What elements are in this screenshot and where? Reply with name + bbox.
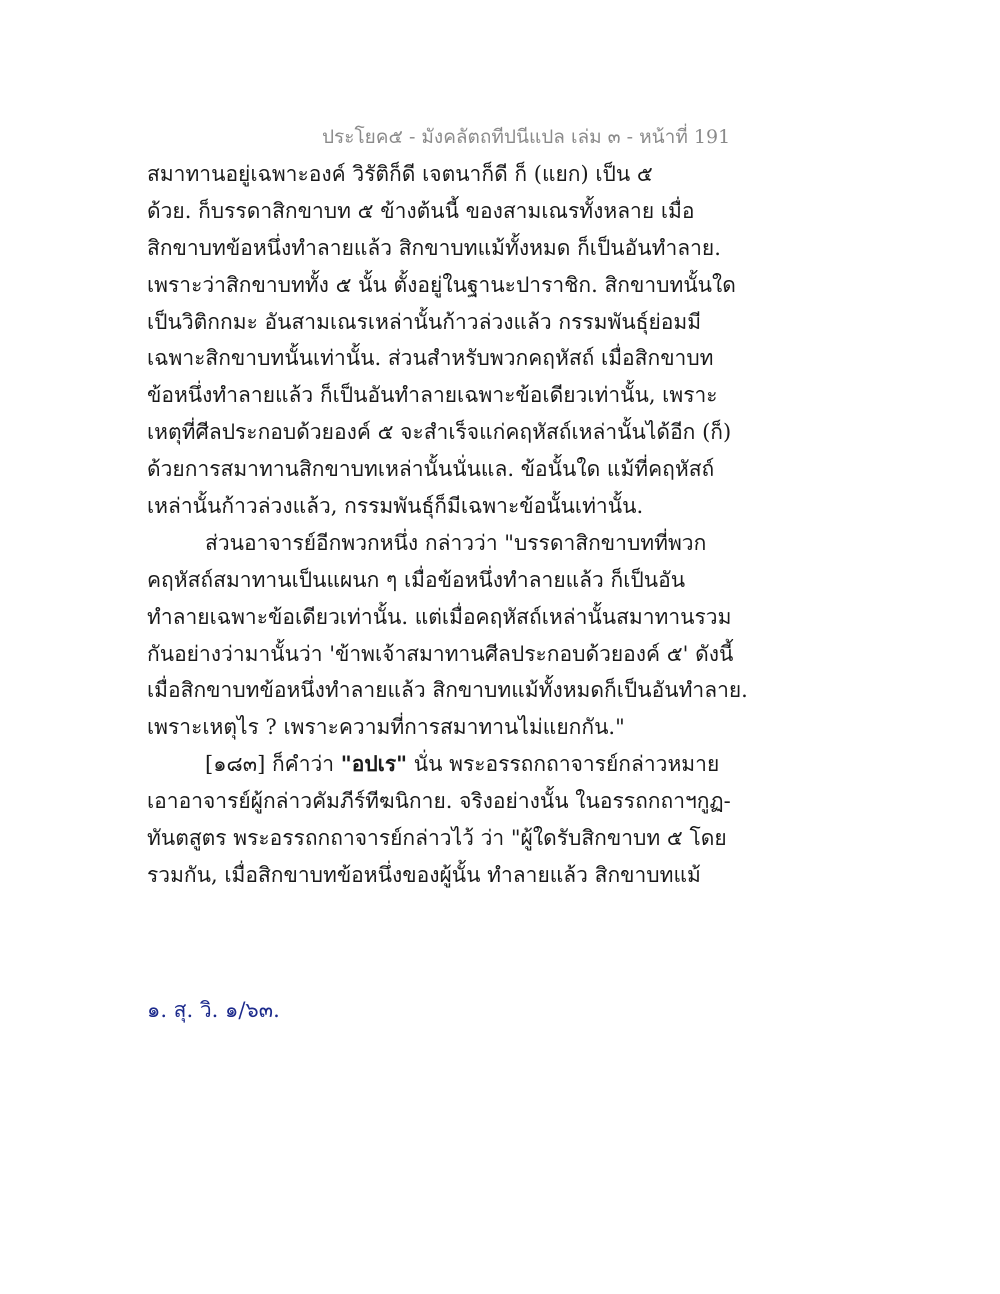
text-line: ทันตสูตร พระอรรถกถาจารย์กล่าวไว้ ว่า "ผู้ใดรับสิกขาบท ๕ โดย (147, 826, 727, 851)
paragraph-start-line (147, 746, 720, 783)
text-line: เพราะเหตุไร ? เพราะความที่การสมาทานไม่แยกกัน." (147, 715, 625, 740)
text-line: ทำลายเฉพาะข้อเดียวเท่านั้น. แต่เมื่อคฤหัสถ์เหล่านั้นสมาทานรวม (147, 604, 732, 629)
text-line: เหตุที่ศีลประกอบด้วยองค์ ๕ จะสำเร็จแก่คฤหัสถ์เหล่านั้นได้อีก (ก็) (147, 420, 732, 445)
text-line: ด้วย. ก็บรรดาสิกขาบท ๕ ข้างต้นนี้ ของสามเณรทั้งหลาย เมื่อ (147, 198, 695, 223)
text-line: รวมกัน, เมื่อสิกขาบทข้อหนึ่งของผู้นั้น ทำลายแล้ว สิกขาบทแม้ (147, 862, 701, 887)
footnote: ๑. สุ. วิ. ๑/๖๓. (147, 998, 280, 1022)
text-line: เพราะว่าสิกขาบททั้ง ๕ นั้น ตั้งอยู่ในฐานะปาราชิก. สิกขาบทนั้นใด (147, 272, 736, 297)
text-line: ด้วยการสมาทานสิกขาบทเหล่านั้นนั่นแล. ข้อนั้นใด แม้ที่คฤหัสถ์ (147, 457, 715, 482)
text-line: คฤหัสถ์สมาทานเป็นแผนก ๆ เมื่อข้อหนึ่งทำลายแล้ว ก็เป็นอัน (147, 567, 686, 592)
paragraph-start-line: ส่วนอาจารย์อีกพวกหนึ่ง กล่าวว่า "บรรดาสิกขาบทที่พวก (205, 530, 707, 555)
text-line: เหล่านั้นก้าวล่วงแล้ว, กรรมพันธุ์ก็มีเฉพาะข้อนั้นเท่านั้น. (147, 494, 644, 519)
text-line: สิกขาบทข้อหนึ่งทำลายแล้ว สิกขาบทแม้ทั้งหมด ก็เป็นอันทำลาย. (147, 235, 721, 260)
text-line: เมื่อสิกขาบทข้อหนึ่งทำลายแล้ว สิกขาบทแม้ทั้งหมดก็เป็นอันทำลาย. (147, 678, 748, 703)
section-number-text: [๑๘๓] ก็คำว่า (205, 752, 341, 777)
line-remainder: นั่น พระอรรถกถาจารย์กล่าวหมาย (407, 752, 720, 777)
text-line: ข้อหนึ่งทำลายแล้ว ก็เป็นอันทำลายเฉพาะข้อเดียวเท่านั้น, เพราะ (147, 383, 718, 408)
running-header: ประโยค๕ - มังคลัตถทีปนีแปล เล่ม ๓ - หน้าที่ 191 (322, 126, 731, 148)
text-line: เอาอาจารย์ผู้กล่าวคัมภีร์ทีฆนิกาย. จริงอย่างนั้น ในอรรถกถาฯกูฏ- (147, 789, 731, 814)
text-line: เฉพาะสิกขาบทนั้นเท่านั้น. ส่วนสำหรับพวกคฤหัสถ์ เมื่อสิกขาบท (147, 346, 714, 371)
text-line: กันอย่างว่ามานั้นว่า 'ข้าพเจ้าสมาทานศีลประกอบด้วยองค์ ๕' ดังนี้ (147, 641, 734, 666)
bold-term: "อปเร" (340, 751, 408, 777)
text-line: สมาทานอยู่เฉพาะองค์ วิรัติก็ดี เจตนาก็ดี ก็ (แยก) เป็น ๕ (147, 162, 653, 186)
text-line: เป็นวิติกกมะ อันสามเณรเหล่านั้นก้าวล่วงแล้ว กรรมพันธุ์ย่อมมี (147, 309, 702, 334)
body-text (147, 156, 748, 894)
